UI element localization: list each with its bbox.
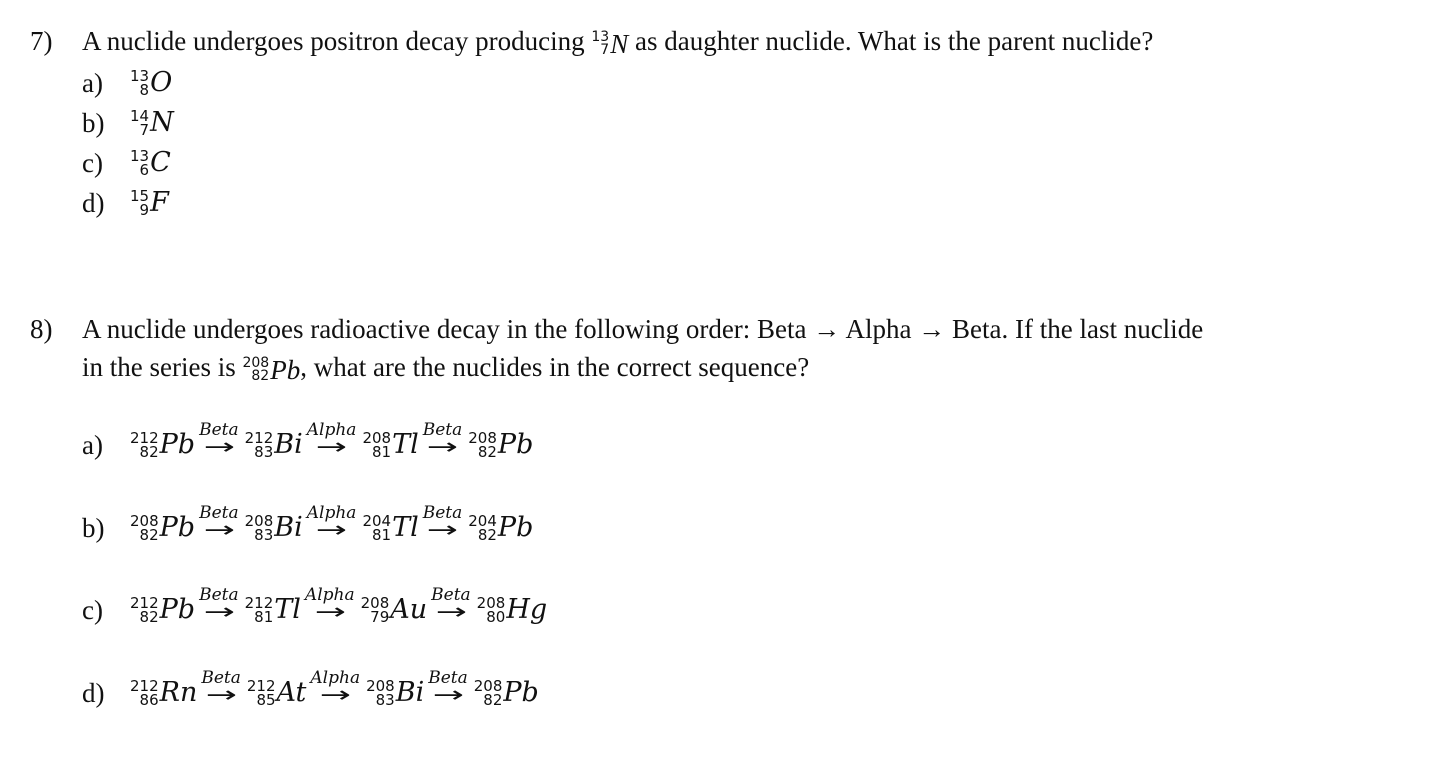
option-item xyxy=(82,103,174,143)
nuclide-scripts xyxy=(247,679,276,707)
element-symbol: Tl xyxy=(392,429,419,460)
atomic-number: 9 xyxy=(139,201,150,219)
element-symbol: C xyxy=(150,147,171,178)
arrow-icon: → xyxy=(319,683,351,708)
decay-arrow-label: Beta xyxy=(199,585,239,605)
nuclide-scripts xyxy=(130,679,159,707)
mass-number: 208 xyxy=(473,677,503,695)
question-number: 7) xyxy=(30,26,53,56)
nuclide xyxy=(245,595,301,625)
atomic-number: 83 xyxy=(254,443,274,461)
decay-arrow xyxy=(306,420,357,460)
mass-number: 212 xyxy=(130,677,159,695)
nuclide-scripts xyxy=(366,679,395,707)
option-item xyxy=(82,585,548,630)
nuclide xyxy=(361,595,428,625)
element-symbol: Au xyxy=(390,594,428,625)
nuclide-scripts xyxy=(130,514,159,542)
arrow-icon: → xyxy=(203,600,235,625)
arrow-icon: → xyxy=(315,518,348,543)
mass-number: 208 xyxy=(468,429,497,447)
option-label: d) xyxy=(82,677,105,708)
element-symbol: Pb xyxy=(497,512,534,543)
decay-arrow xyxy=(422,503,463,543)
mass-number: 208 xyxy=(244,512,274,530)
element-symbol: Pb xyxy=(270,354,301,385)
nuclide xyxy=(130,68,172,98)
atomic-number: 85 xyxy=(256,691,276,709)
decay-arrow xyxy=(304,585,355,625)
nuclide xyxy=(130,513,195,543)
decay-arrow-label: Alpha xyxy=(306,503,357,523)
decay-arrow xyxy=(199,585,239,625)
arrow-icon: → xyxy=(315,435,348,460)
nuclide-scripts xyxy=(130,149,149,177)
atomic-number: 82 xyxy=(139,443,159,461)
nuclide xyxy=(130,430,195,460)
decay-arrow-label: Beta xyxy=(422,503,463,523)
decay-arrow xyxy=(201,668,241,708)
nuclide-scripts xyxy=(245,514,274,542)
mass-number: 212 xyxy=(130,594,159,612)
nuclide xyxy=(245,430,303,460)
nuclide-daughter xyxy=(591,25,628,63)
nuclide-scripts xyxy=(362,514,391,542)
atomic-number: 83 xyxy=(254,526,274,544)
nuclide-scripts xyxy=(130,189,149,217)
mass-number: 204 xyxy=(362,512,392,530)
nuclide-scripts xyxy=(477,596,506,624)
mass-number: 208 xyxy=(476,594,506,612)
question-text-part: as daughter nuclide. What is the parent nuclide? xyxy=(634,26,1154,56)
nuclide-scripts xyxy=(130,109,149,137)
mass-number: 208 xyxy=(242,354,270,371)
option-label: b) xyxy=(82,107,105,138)
question-text-line xyxy=(82,348,1424,389)
decay-arrow-label: Alpha xyxy=(304,585,355,605)
mass-number: 212 xyxy=(244,594,274,612)
nuclide xyxy=(468,430,533,460)
nuclide-scripts xyxy=(474,679,503,707)
nuclide xyxy=(245,513,303,543)
nuclide xyxy=(130,148,171,178)
mass-number: 208 xyxy=(362,429,392,447)
nuclide-scripts xyxy=(468,514,497,542)
nuclide-scripts xyxy=(130,69,149,97)
mass-number: 212 xyxy=(130,429,159,447)
element-symbol: Pb xyxy=(159,429,196,460)
nuclide-scripts xyxy=(245,431,274,459)
mass-number: 15 xyxy=(130,187,150,205)
question-text-part: , what are the nuclides in the correct sequence? xyxy=(300,352,810,382)
question-text xyxy=(82,22,1424,63)
element-symbol: Pb xyxy=(159,594,196,625)
arrow-icon: → xyxy=(426,435,459,460)
atomic-number: 82 xyxy=(477,443,497,461)
arrow-icon: → xyxy=(426,518,459,543)
decay-arrow-label: Alpha xyxy=(310,668,361,688)
mass-number: 208 xyxy=(366,677,395,695)
decay-arrow xyxy=(310,668,361,708)
atomic-number: 83 xyxy=(375,691,395,709)
nuclide xyxy=(366,678,424,708)
decay-arrow xyxy=(199,420,239,460)
mass-number: 212 xyxy=(244,429,274,447)
element-symbol: Pb xyxy=(159,512,196,543)
atomic-number: 81 xyxy=(254,608,274,626)
option-label: d) xyxy=(82,187,105,218)
nuclide xyxy=(477,595,547,625)
option-item xyxy=(82,420,534,465)
element-symbol: Bi xyxy=(274,429,303,460)
element-symbol: Tl xyxy=(274,594,301,625)
option-label: a) xyxy=(82,67,103,98)
mass-number: 13 xyxy=(130,67,150,85)
atomic-number: 82 xyxy=(139,526,159,544)
mass-number: 14 xyxy=(130,107,150,125)
nuclide xyxy=(130,108,174,138)
atomic-number: 7 xyxy=(139,121,150,139)
nuclide-scripts xyxy=(468,431,497,459)
atomic-number: 82 xyxy=(251,367,270,384)
atomic-number: 80 xyxy=(486,608,506,626)
element-symbol: Bi xyxy=(395,677,425,708)
nuclide xyxy=(468,513,533,543)
atomic-number: 81 xyxy=(371,526,392,544)
question-text-line: A nuclide undergoes radioactive decay in the following order: Beta → Alpha → Beta. If the last nuclide xyxy=(82,314,1204,344)
question-text-part: A nuclide undergoes positron decay producing xyxy=(82,26,585,56)
atomic-number: 82 xyxy=(483,691,503,709)
atomic-number: 6 xyxy=(139,161,150,179)
atomic-number: 8 xyxy=(139,81,150,99)
option-label: a) xyxy=(82,429,103,460)
decay-arrow-label: Beta xyxy=(199,420,239,440)
element-symbol: Hg xyxy=(506,594,548,625)
mass-number: 13 xyxy=(591,28,610,45)
element-symbol: Rn xyxy=(159,677,198,708)
option-label: c) xyxy=(82,147,103,178)
question-text-part: in the series is xyxy=(82,352,236,382)
decay-arrow xyxy=(431,585,471,625)
atomic-number: 82 xyxy=(477,526,497,544)
arrow-icon: → xyxy=(203,518,235,543)
decay-arrow xyxy=(422,420,463,460)
option-item xyxy=(82,668,539,713)
mass-number: 212 xyxy=(246,677,276,695)
element-symbol: N xyxy=(150,107,174,138)
question-number: 8) xyxy=(30,314,53,344)
decay-arrow-label: Alpha xyxy=(306,420,357,440)
arrow-icon: → xyxy=(435,600,467,625)
element-symbol: Tl xyxy=(392,512,419,543)
decay-arrow xyxy=(306,503,357,543)
decay-arrow-label: Beta xyxy=(201,668,241,688)
atomic-number: 7 xyxy=(600,41,610,58)
element-symbol: Pb xyxy=(497,429,534,460)
element-symbol: N xyxy=(610,28,629,59)
nuclide-scripts xyxy=(130,596,159,624)
atomic-number: 86 xyxy=(139,691,159,709)
mass-number: 208 xyxy=(130,512,159,530)
nuclide xyxy=(130,188,169,218)
nuclide-scripts xyxy=(130,431,159,459)
atomic-number: 82 xyxy=(139,608,159,626)
element-symbol: At xyxy=(276,677,307,708)
mass-number: 13 xyxy=(130,147,150,165)
option-item xyxy=(82,143,171,183)
arrow-icon: → xyxy=(205,683,237,708)
mass-number: 204 xyxy=(468,512,497,530)
nuclide xyxy=(247,678,307,708)
option-item xyxy=(82,183,169,223)
option-item xyxy=(82,63,172,103)
question-8 xyxy=(30,310,1424,389)
element-symbol: O xyxy=(150,67,173,98)
nuclide-last xyxy=(242,351,300,389)
arrow-icon: → xyxy=(314,600,346,625)
nuclide xyxy=(130,595,195,625)
option-item xyxy=(82,503,534,548)
option-label: c) xyxy=(82,594,103,625)
decay-arrow-label: Beta xyxy=(199,503,239,523)
mass-number: 208 xyxy=(360,594,390,612)
atomic-number: 81 xyxy=(371,443,392,461)
element-symbol: F xyxy=(150,187,169,218)
nuclide xyxy=(362,513,418,543)
question-7 xyxy=(30,22,1424,63)
option-label: b) xyxy=(82,512,105,543)
nuclide-scripts xyxy=(361,596,390,624)
nuclide-scripts xyxy=(245,596,274,624)
element-symbol: Bi xyxy=(274,512,303,543)
nuclide xyxy=(362,430,418,460)
nuclide xyxy=(474,678,539,708)
decay-arrow-label: Beta xyxy=(428,668,468,688)
question-text xyxy=(82,310,1424,389)
decay-arrow xyxy=(428,668,468,708)
element-symbol: Pb xyxy=(503,677,539,708)
arrow-icon: → xyxy=(203,435,235,460)
atomic-number: 79 xyxy=(370,608,390,626)
decay-arrow xyxy=(199,503,239,543)
decay-arrow-label: Beta xyxy=(431,585,471,605)
nuclide xyxy=(130,678,197,708)
arrow-icon: → xyxy=(432,683,464,708)
decay-arrow-label: Beta xyxy=(422,420,463,440)
nuclide-scripts xyxy=(362,431,391,459)
